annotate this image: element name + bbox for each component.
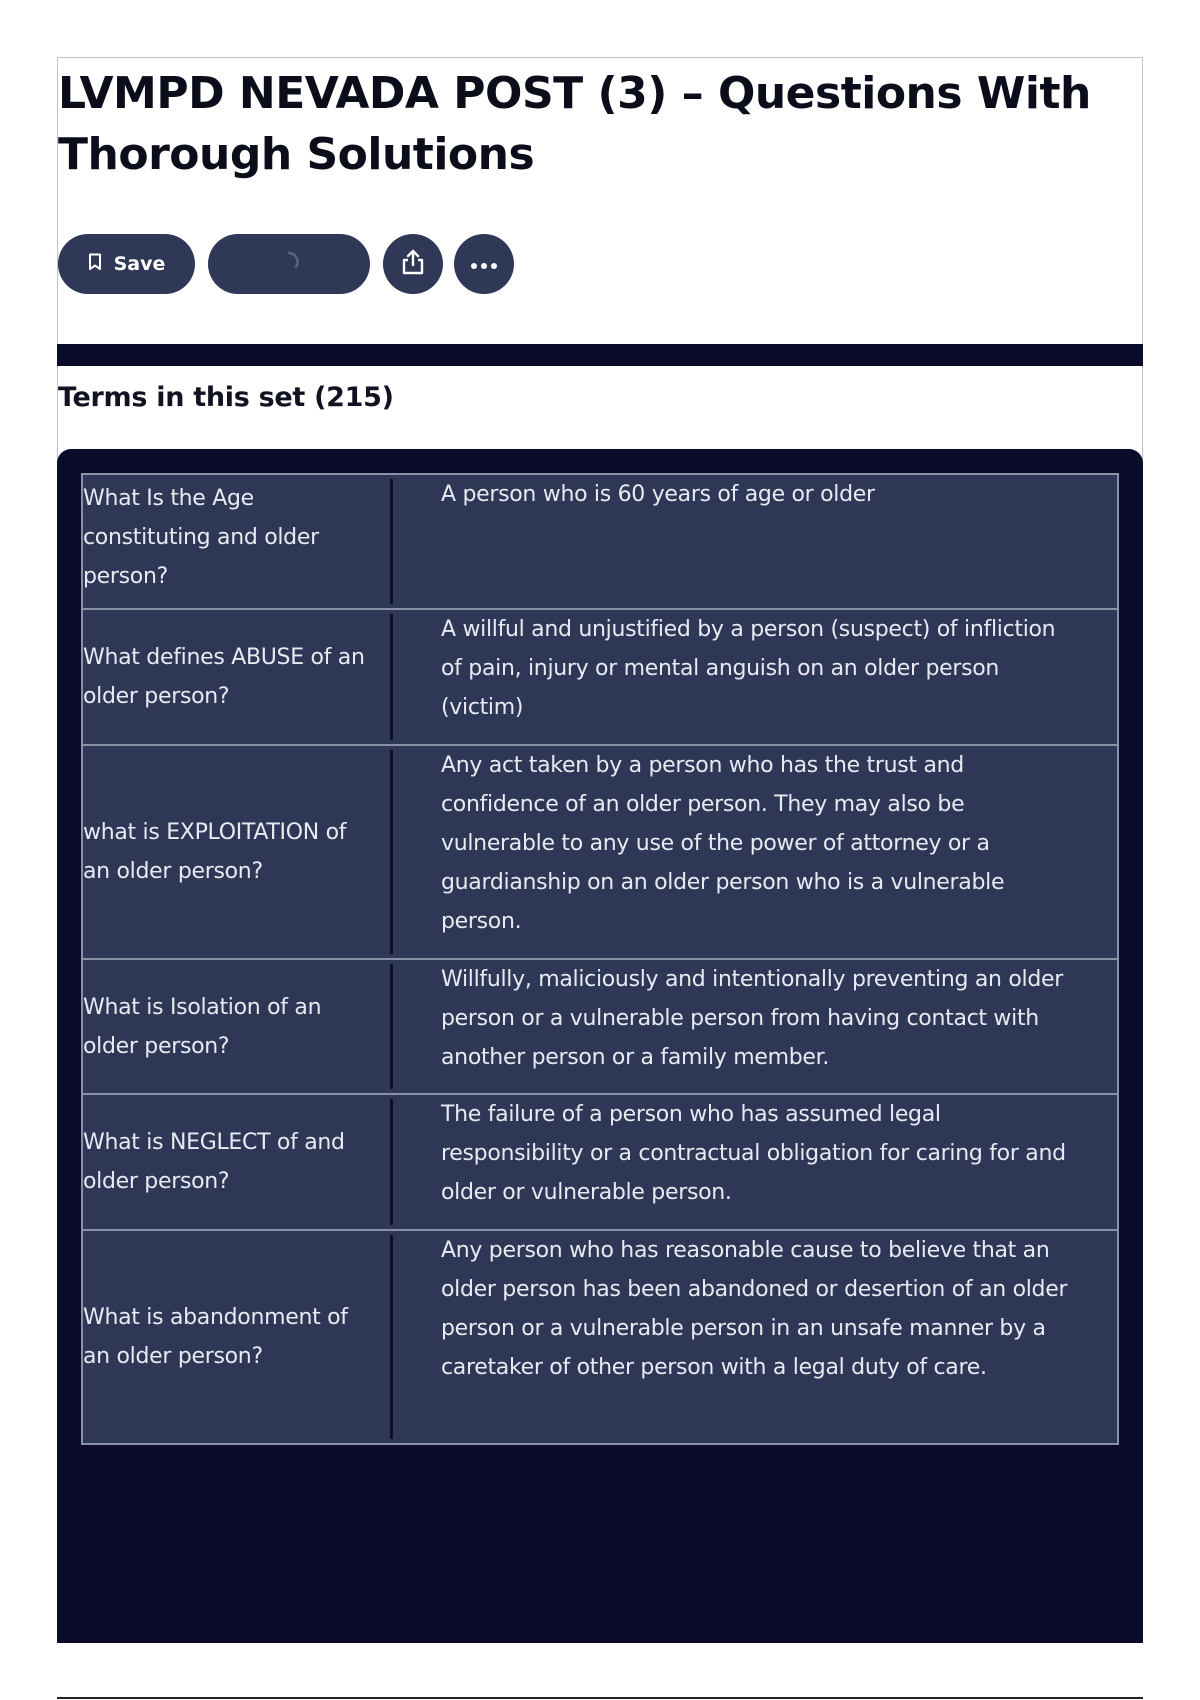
term-text: what is EXPLOITATION of an older person? [83, 820, 347, 884]
footer-rule [57, 1697, 1143, 1699]
term-text: What is NEGLECT of and older person? [83, 1130, 345, 1194]
term-cell [83, 750, 393, 954]
definition-cell [393, 1095, 1117, 1229]
definition-cell [393, 746, 1117, 958]
terms-heading: Terms in this set (215) [58, 382, 394, 413]
section-divider [57, 344, 1143, 366]
terms-panel [57, 449, 1143, 1643]
spinner-icon [276, 249, 302, 279]
term-row [81, 608, 1119, 746]
terms-table [81, 473, 1119, 1443]
definition-text: Willfully, maliciously and intentionally preventing an older person or a vulnerable person from having contact with another person or a family member. [441, 967, 1063, 1070]
save-button-label: Save [113, 253, 166, 275]
term-row [81, 473, 1119, 610]
share-button[interactable] [383, 234, 443, 294]
more-horizontal-icon [470, 255, 498, 274]
term-row [81, 744, 1119, 960]
term-row [81, 1229, 1119, 1445]
term-text: What defines ABUSE of an older person? [83, 645, 365, 709]
definition-text: Any person who has reasonable cause to believe that an older person has been abandoned or desertion of an older person or a vulnerable person in an unsafe manner by a caretaker of other person with a legal duty of care. [441, 1238, 1068, 1380]
loading-button[interactable] [208, 234, 370, 294]
term-text: What is abandonment of an older person? [83, 1305, 348, 1369]
term-cell [83, 964, 393, 1089]
term-text: What is Isolation of an older person? [83, 994, 322, 1059]
term-row [81, 1093, 1119, 1231]
definition-cell [393, 610, 1117, 744]
term-cell [83, 479, 393, 604]
definition-cell [393, 475, 1117, 608]
more-button[interactable] [454, 234, 514, 294]
share-icon [400, 248, 426, 280]
save-button[interactable] [58, 234, 195, 294]
definition-text: A willful and unjustified by a person (suspect) of infliction of pain, injury or mental anguish on an older person (victim) [441, 617, 1056, 720]
definition-text: A person who is 60 years of age or older [441, 482, 875, 507]
definition-text: The failure of a person who has assumed legal responsibility or a contractual obligation for caring for and older or vulnerable person. [441, 1102, 1066, 1205]
page-title: LVMPD NEVADA POST (3) – Questions With Thorough Solutions [58, 68, 1091, 180]
term-cell [83, 614, 393, 740]
action-bar [58, 234, 514, 294]
term-cell [83, 1099, 393, 1225]
term-row [81, 958, 1119, 1095]
study-set-page [57, 57, 1143, 1642]
bookmark-icon [88, 253, 102, 276]
definition-cell [393, 960, 1117, 1093]
term-cell [83, 1235, 393, 1439]
term-text: What Is the Age constituting and older person? [83, 486, 319, 589]
definition-text: Any act taken by a person who has the trust and confidence of an older person. They may also be vulnerable to any use of the power of attorney or a guardianship on an older person who is a vulnerable person. [441, 753, 1005, 934]
definition-cell [393, 1231, 1117, 1443]
